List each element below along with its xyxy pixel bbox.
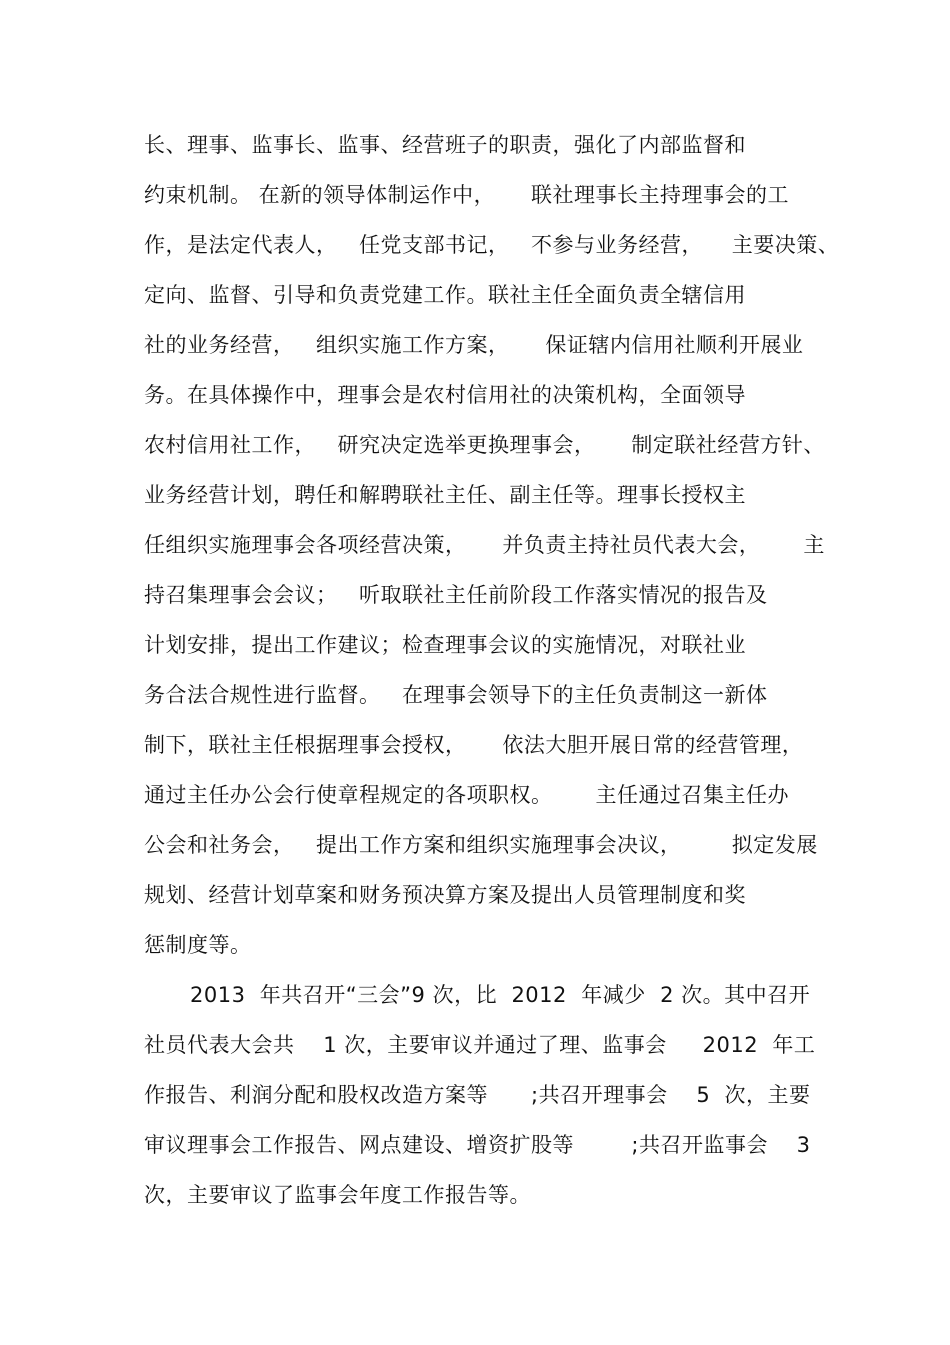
paragraph-1-line-14: 通过主任办公会行使章程规定的各项职权。 主任通过召集主任办 [144,783,790,807]
paragraph-1-line-2: 约束机制。 在新的领导体制运作中， 联社理事长主持理事会的工 [144,183,790,207]
paragraph-1-line-16: 规划、经营计划草案和财务预决算方案及提出人员管理制度和奖 [144,883,746,907]
paragraph-1-line-17: 惩制度等。 [144,933,252,957]
paragraph-1-line-8: 业务经营计划，聘任和解聘联社主任、副主任等。理事长授权主 [144,483,746,507]
paragraph-1-line-13: 制下，联社主任根据理事会授权， 依法大胆开展日常的经营管理， [144,733,804,757]
paragraph-1-line-5: 社的业务经营， 组织实施工作方案， 保证辖内信用社顺利开展业 [144,333,804,357]
paragraph-1-line-1: 长、理事、监事长、监事、经营班子的职责，强化了内部监督和 [144,133,746,157]
paragraph-1-line-12: 务合法合规性进行监督。 在理事会领导下的主任负责制这一新体 [144,683,768,707]
paragraph-1-line-15: 公会和社务会， 提出工作方案和组织实施理事会决议， 拟定发展 [144,833,818,857]
paragraph-2-line-1: 2013 年共召开“三会”9 次，比 2012 年减少 2 次。其中召开 [190,983,811,1007]
paragraph-1-line-3: 作，是法定代表人， 任党支部书记， 不参与业务经营， 主要决策、 [144,233,840,257]
paragraph-1-line-10: 持召集理事会会议； 听取联社主任前阶段工作落实情况的报告及 [144,583,768,607]
paragraph-2-line-4: 审议理事会工作报告、网点建设、增资扩股等 ;共召开监事会 3 [144,1133,811,1157]
paragraph-2-line-2: 社员代表大会共 1 次，主要审议并通过了理、监事会 2012 年工 [144,1033,816,1057]
paragraph-1-line-6: 务。在具体操作中，理事会是农村信用社的决策机构，全面领导 [144,383,746,407]
paragraph-2-line-5: 次，主要审议了监事会年度工作报告等。 [144,1183,531,1207]
paragraph-2-line-3: 作报告、利润分配和股权改造方案等 ;共召开理事会 5 次，主要 [144,1083,811,1107]
paragraph-1-line-9: 任组织实施理事会各项经营决策， 并负责主持社员代表大会， 主 [144,533,825,557]
paragraph-1-line-4: 定向、监督、引导和负责党建工作。联社主任全面负责全辖信用 [144,283,746,307]
paragraph-1-line-7: 农村信用社工作， 研究决定选举更换理事会， 制定联社经营方针、 [144,433,825,457]
paragraph-1-line-11: 计划安排，提出工作建议；检查理事会议的实施情况，对联社业 [144,633,746,657]
